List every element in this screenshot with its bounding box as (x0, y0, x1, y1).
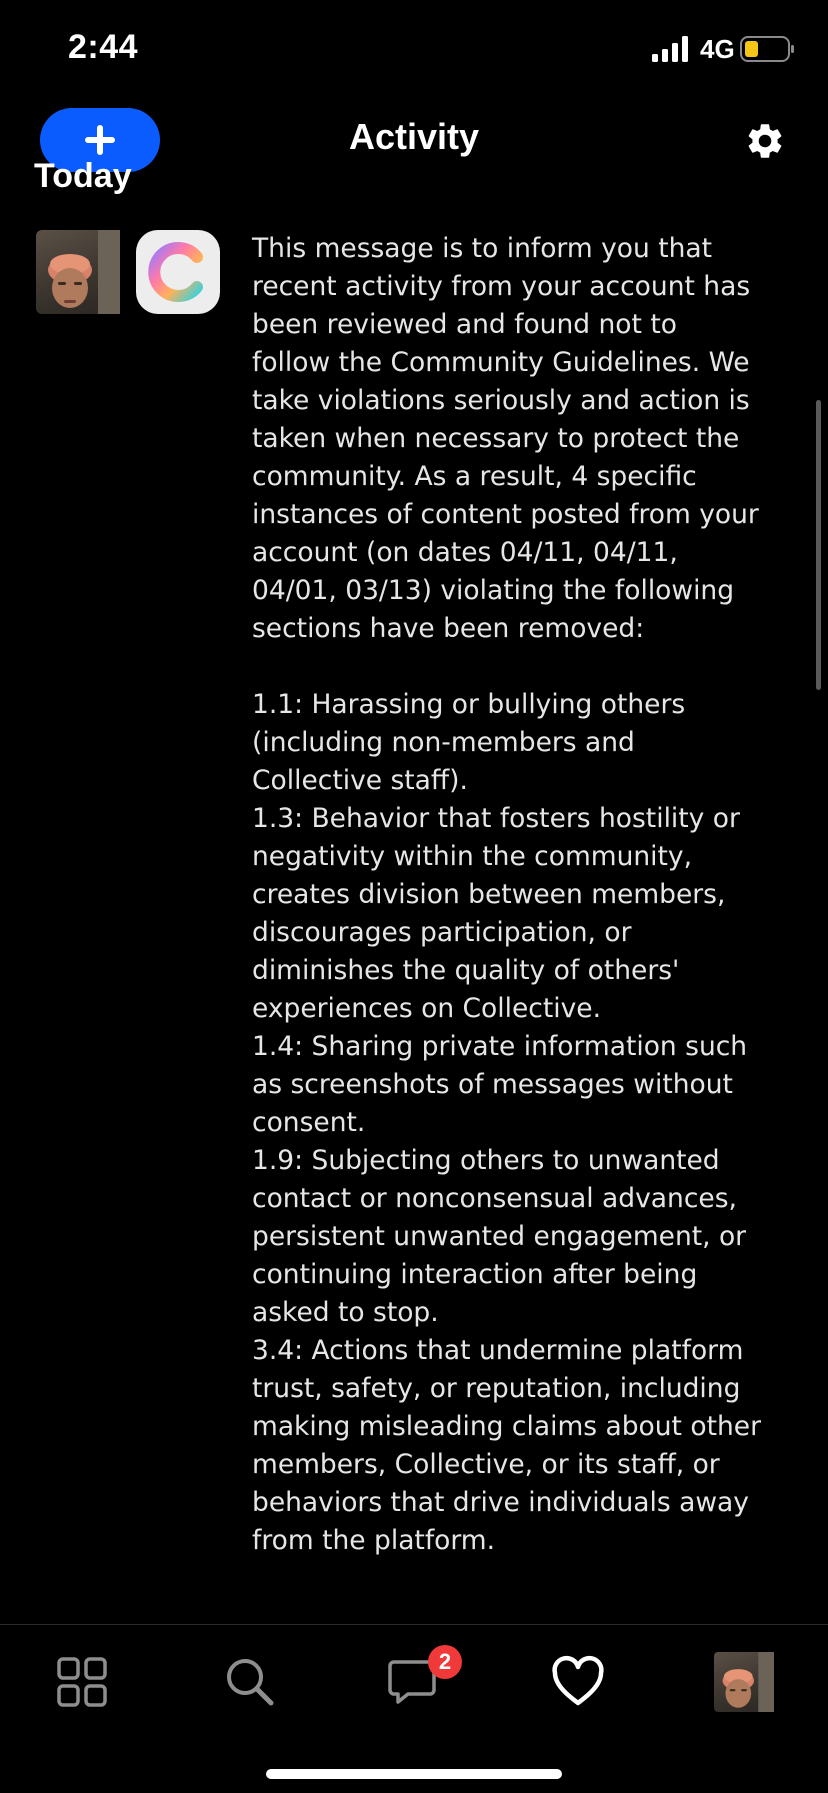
section-heading: Today (34, 157, 132, 195)
collective-logo[interactable] (136, 230, 220, 314)
tab-messages[interactable] (372, 1647, 452, 1717)
profile-avatar (714, 1652, 774, 1712)
tab-bar (0, 1624, 828, 1793)
unread-badge: 2 (428, 1645, 462, 1679)
user-avatar[interactable] (36, 230, 120, 314)
grid-icon (57, 1657, 107, 1707)
status-time: 2:44 (68, 28, 139, 66)
heart-icon (551, 1657, 605, 1707)
home-indicator[interactable] (266, 1769, 562, 1779)
tab-search[interactable] (210, 1647, 290, 1717)
person-photo-icon (714, 1652, 774, 1712)
signal-icon (652, 36, 692, 62)
plus-icon (83, 123, 117, 157)
tab-activity[interactable] (538, 1647, 618, 1717)
tab-profile[interactable] (704, 1647, 784, 1717)
activity-message: This message is to inform you that recent activity from your account has been reviewed and found not to follow the Community Guidelines. We take violations seriously and action is taken when necessary to protect the community. As a result, 4 specific instances of content posted from your account (on dates 04/11, 04/11, 04/01, 03/13) violating the following sections have been removed: 1.1: Harassing or bullying others (including non-members and Collective staff). 1.3: Behavior that fosters hostility or negativity within the community, creates division between members, discourages participation, or diminishes the quality of others' experiences on Collective. 1.4: Sharing private information such as screenshots of messages without consent. 1.9: Subjecting others to unwanted contact or nonconsensual advances, persistent unwanted engagement, or continuing interaction after being asked to stop. 3.4: Actions that undermine platform trust, safety, or reputation, including making misleading claims about other members, Collective, or its staff, or behaviors that drive individuals away from the platform. (252, 233, 761, 1556)
person-photo-icon (36, 230, 120, 314)
battery-icon (740, 36, 796, 62)
scrollbar[interactable] (816, 400, 821, 690)
page-title: Activity (348, 116, 480, 157)
status-bar (0, 0, 828, 100)
collective-logo-icon (145, 239, 211, 305)
gear-icon (744, 120, 786, 162)
search-icon (224, 1656, 276, 1708)
network-label: 4G (700, 34, 735, 64)
tab-home[interactable] (42, 1647, 122, 1717)
activity-feed[interactable] (0, 157, 828, 1624)
settings-button[interactable] (740, 116, 790, 166)
